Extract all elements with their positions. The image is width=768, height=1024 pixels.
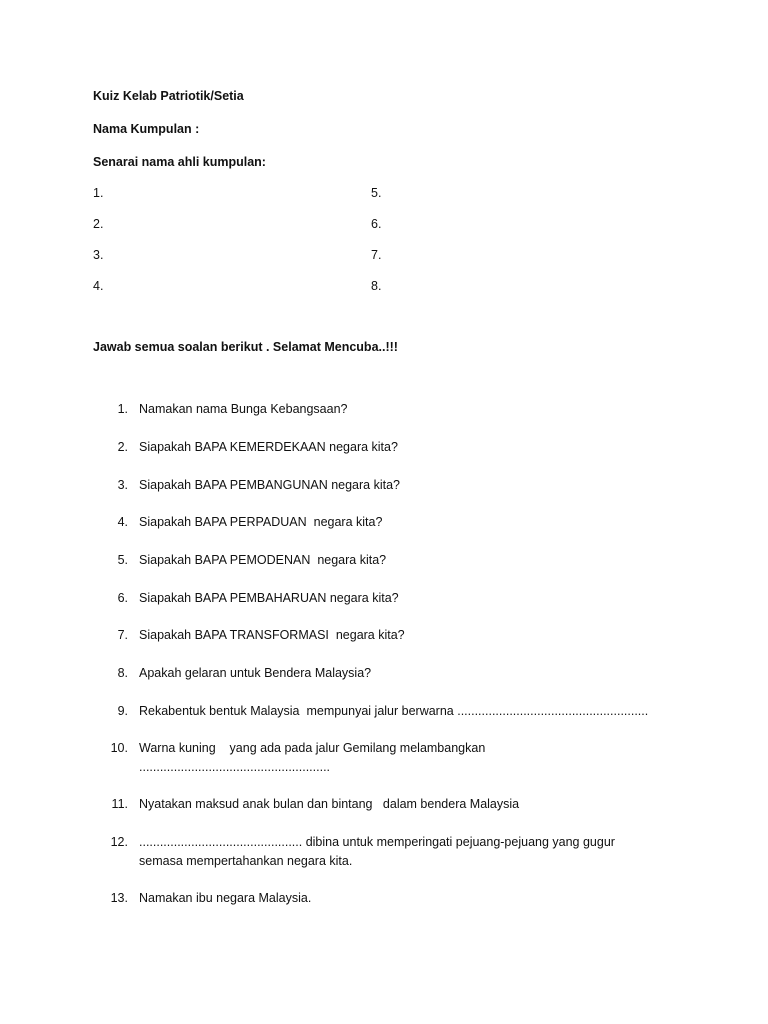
question-number: 1. bbox=[117, 402, 128, 416]
question-text: ............................................... dibina untuk memperingati pejuang-pejuang yang gugur bbox=[139, 835, 615, 849]
question-number: 4. bbox=[117, 515, 128, 529]
question-number: 2. bbox=[117, 440, 128, 454]
question-number: 6. bbox=[117, 591, 128, 605]
members-list-label: Senarai nama ahli kumpulan: bbox=[93, 155, 266, 169]
member-slot-2: 2. bbox=[93, 217, 104, 231]
member-slot-7: 7. bbox=[371, 248, 382, 262]
question-text: Warna kuning yang ada pada jalur Gemilang melambangkan bbox=[139, 741, 486, 755]
member-slot-1: 1. bbox=[93, 186, 104, 200]
member-slot-5: 5. bbox=[371, 186, 382, 200]
question-text: Siapakah BAPA PEMODENAN negara kita? bbox=[139, 553, 387, 567]
question-number: 5. bbox=[117, 553, 128, 567]
question-text: Namakan ibu negara Malaysia. bbox=[139, 891, 312, 905]
question-number: 9. bbox=[117, 704, 128, 718]
member-slot-6: 6. bbox=[371, 217, 382, 231]
question-text: Nyatakan maksud anak bulan dan bintang dalam bendera Malaysia bbox=[139, 797, 520, 811]
question-text: Rekabentuk bentuk Malaysia mempunyai jalur berwarna ....................................................... bbox=[139, 704, 649, 718]
question-text: Siapakah BAPA KEMERDEKAAN negara kita? bbox=[139, 440, 398, 454]
member-slot-4: 4. bbox=[93, 279, 104, 293]
question-number: 13. bbox=[110, 891, 128, 905]
group-name-label: Nama Kumpulan : bbox=[93, 122, 200, 136]
member-slot-3: 3. bbox=[93, 248, 104, 262]
question-text: Siapakah BAPA PEMBANGUNAN negara kita? bbox=[139, 478, 401, 492]
quiz-title: Kuiz Kelab Patriotik/Setia bbox=[93, 89, 244, 103]
question-number: 7. bbox=[117, 628, 128, 642]
question-number: 11. bbox=[111, 797, 128, 811]
question-text: Siapakah BAPA PERPADUAN negara kita? bbox=[139, 515, 383, 529]
question-text-continuation: ....................................................... bbox=[139, 760, 331, 774]
question-number: 8. bbox=[117, 666, 128, 680]
question-number: 10. bbox=[110, 741, 128, 755]
question-text-continuation: semasa mempertahankan negara kita. bbox=[139, 854, 353, 868]
question-text: Namakan nama Bunga Kebangsaan? bbox=[139, 402, 348, 416]
question-text: Siapakah BAPA TRANSFORMASI negara kita? bbox=[139, 628, 405, 642]
question-text: Siapakah BAPA PEMBAHARUAN negara kita? bbox=[139, 591, 399, 605]
member-slot-8: 8. bbox=[371, 279, 382, 293]
instruction-text: Jawab semua soalan berikut . Selamat Mencuba..!!! bbox=[93, 340, 398, 354]
question-text: Apakah gelaran untuk Bendera Malaysia? bbox=[139, 666, 372, 680]
question-number: 3. bbox=[117, 478, 128, 492]
question-number: 12. bbox=[110, 835, 128, 849]
